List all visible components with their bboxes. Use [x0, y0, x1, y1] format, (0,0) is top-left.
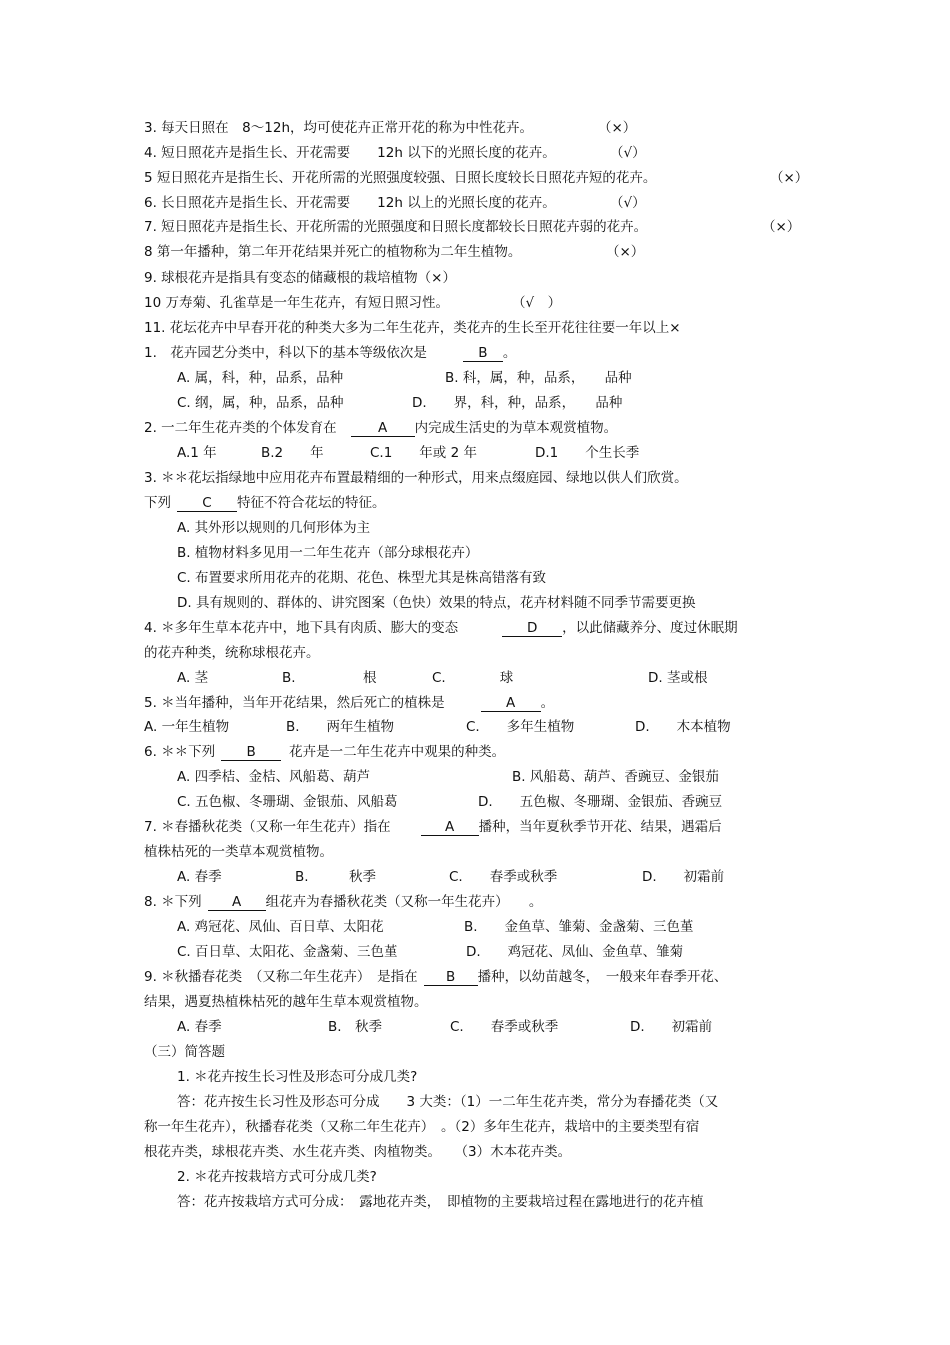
option-a: A. 春季 [177, 869, 222, 885]
question-text-end: 花卉是一二年生花卉中观果的种类。 [289, 744, 506, 760]
option-a: A. 其外形以规则的几何形体为主 [177, 520, 371, 536]
option-d: D. 初霜前 [642, 869, 725, 885]
answer-blank: A [351, 420, 415, 437]
statement-text: 7. 短日照花卉是指生长、开花所需的光照强度和日照长度都较长日照花卉弱的花卉。 [144, 219, 648, 235]
statement-text: 10 万寿菊、孔雀草是一年生花卉，有短日照习性。 [144, 295, 449, 311]
option-c: C. 春季或秋季 [450, 1019, 559, 1035]
choice-q1 [144, 344, 516, 362]
answer-mark: （×） [770, 170, 809, 186]
answer-line: 根花卉类，球根花卉类、水生花卉类、肉植物类。 （3）木本花卉类。 [144, 1144, 572, 1160]
judgement-11 [144, 319, 681, 337]
choice-q7-text-2: 植株枯死的一类草本观赏植物。 [144, 844, 333, 860]
question-text: 8. ＊下列 [144, 894, 202, 910]
question-text: 5. ＊当年播种，当年开花结果，然后死亡的植株是 [144, 695, 445, 711]
answer-mark: （√ ） [512, 295, 562, 311]
answer-blank: B [424, 969, 478, 986]
judgement-6 [144, 194, 646, 212]
judgement-7 [144, 218, 801, 236]
answer-line: 答：花卉按栽培方式可分成： 露地花卉类， 即植物的主要栽培过程在露地进行的花卉植 [177, 1194, 704, 1210]
answer-blank: B [221, 744, 281, 761]
choice-q8 [144, 893, 542, 911]
question-text-end: 组花卉为春播秋花类（又称一年生花卉） 。 [265, 894, 543, 910]
choice-q5 [144, 694, 554, 712]
answer-line: 答：花卉按生长习性及形态可分成 3 大类：（1）一二年生花卉类，常分为春播花类（又 [177, 1094, 719, 1110]
judgement-4 [144, 144, 646, 162]
judgement-8 [144, 243, 645, 261]
option-d: D. 初霜前 [630, 1019, 713, 1035]
judgement-5 [144, 169, 809, 187]
question-text-end: 播种，以幼苗越冬， 一般来年春季开花、 [477, 969, 728, 985]
question-text: 6. ＊＊下列 [144, 744, 216, 760]
option-c: C.1 年或 2 年 [370, 445, 477, 461]
option-a: A. 四季桔、金桔、风船葛、葫芦 [177, 769, 371, 785]
option-a: A. 鸡冠花、凤仙、百日草、太阳花 [177, 919, 384, 935]
question-text: 9. ＊秋播春花类 （又称二年生花卉） 是指在 [144, 969, 418, 985]
option-b: B. 根 [282, 670, 377, 686]
option-d: D. 鸡冠花、凤仙、金鱼草、雏菊 [466, 944, 684, 960]
statement-text: 9. 球根花卉是指具有变态的储藏根的栽培植物（×） [144, 270, 456, 286]
option-b: B. 秋季 [295, 869, 377, 885]
question-text-end: 。 [540, 695, 555, 711]
statement-text: 4. 短日照花卉是指生长、开花需要 12h 以下的光照长度的花卉。 [144, 145, 556, 161]
option-a: A. 属，科，种，品系，品种 [177, 370, 344, 386]
option-d: D. 木本植物 [635, 719, 731, 735]
option-b: B. 两年生植物 [286, 719, 395, 735]
question-text-end: 播种，当年夏秋季节开花、结果，遇霜后 [478, 819, 722, 835]
option-b: B.2 年 [261, 445, 324, 461]
option-d: D. 五色椒、冬珊瑚、金银茄、香豌豆 [478, 794, 723, 810]
option-a: A. 一年生植物 [144, 719, 230, 735]
question-text-end: 内完成生活史的为草本观赏植物。 [414, 420, 618, 436]
judgement-10 [144, 294, 562, 312]
option-c: C. 春季或秋季 [449, 869, 558, 885]
statement-text: 5 短日照花卉是指生长、开花所需的光照强度较强、日照长度较长日照花卉短的花卉。 [144, 170, 657, 186]
option-a: A.1 年 [177, 445, 217, 461]
option-d: D.1 个生长季 [535, 445, 640, 461]
question-text-end: ，以此储藏养分、度过休眠期 [562, 620, 738, 636]
judgement-9 [144, 269, 456, 287]
answer-mark: （√） [610, 145, 646, 161]
option-b: B. 科，属，种，品系， 品种 [445, 370, 632, 386]
answer-blank: A [208, 894, 266, 911]
answer-blank: A [421, 819, 479, 836]
answer-mark: （×） [598, 120, 637, 136]
answer-mark: （√） [610, 195, 646, 211]
option-c: C. 布置要求所用花卉的花期、花色、株型尤其是株高错落有致 [177, 570, 547, 586]
answer-mark: （×） [606, 244, 645, 260]
answer-blank: B [463, 345, 503, 362]
answer-blank: C [177, 495, 237, 512]
option-c: C. 多年生植物 [466, 719, 575, 735]
option-b: B. 秋季 [328, 1019, 383, 1035]
option-b: B. 金鱼草、雏菊、金盏菊、三色堇 [464, 919, 694, 935]
option-b: B. 风船葛、葫芦、香豌豆、金银茄 [512, 769, 719, 785]
choice-q7 [144, 818, 722, 836]
short-question-2: 2. ＊花卉按栽培方式可分成几类? [177, 1169, 377, 1185]
statement-text: 3. 每天日照在 8～12h，均可使花卉正常开花的称为中性花卉。 [144, 120, 533, 136]
choice-q9-text-2: 结果，遇夏热植株枯死的越年生草本观赏植物。 [144, 994, 428, 1010]
option-b: B. 植物材料多见用一二年生花卉（部分球根花卉） [177, 545, 479, 561]
answer-mark: （×） [762, 219, 801, 235]
question-text: 2. 一二年生花卉类的个体发育在 [144, 420, 337, 436]
judgement-3 [144, 119, 637, 137]
option-d: D. 具有规则的、群体的、讲究图案（色快）效果的特点，花卉材料随不同季节需要更换 [177, 595, 696, 611]
question-text: 下列 [144, 495, 171, 511]
question-text-end: 特征不符合花坛的特征。 [237, 495, 386, 511]
question-text: 1. 花卉园艺分类中，科以下的基本等级依次是 [144, 345, 427, 361]
question-text: 7. ＊春播秋花类（又称一年生花卉）指在 [144, 819, 391, 835]
answer-blank: A [481, 695, 541, 712]
section-heading: （三）简答题 [144, 1044, 225, 1060]
option-c: C. 球 [432, 670, 514, 686]
option-c: C. 百日草、太阳花、金盏菊、三色堇 [177, 944, 398, 960]
choice-q4-text-2: 的花卉种类，统称球根花卉。 [144, 645, 320, 661]
question-text-end: 。 [502, 345, 517, 361]
option-d: D. 茎或根 [648, 670, 708, 686]
choice-q3-text: 3. ＊＊花坛指绿地中应用花卉布置最精细的一种形式，用来点缀庭园、绿地以供人们欣赏。 [144, 470, 688, 486]
choice-q2 [144, 419, 617, 437]
short-question-1: 1. ＊花卉按生长习性及形态可分成几类? [177, 1069, 418, 1085]
choice-q6 [144, 743, 505, 761]
option-c: C. 五色椒、冬珊瑚、金银茄、风船葛 [177, 794, 398, 810]
statement-text: 11. 花坛花卉中早春开花的种类大多为二年生花卉，类花卉的生长至开花往往要一年以上× [144, 320, 681, 336]
statement-text: 8 第一年播种，第二年开花结果并死亡的植物称为二年生植物。 [144, 244, 522, 260]
choice-q4 [144, 619, 738, 637]
statement-text: 6. 长日照花卉是指生长、开花需要 12h 以上的光照长度的花卉。 [144, 195, 556, 211]
option-d: D. 界，科，种，品系， 品种 [412, 395, 623, 411]
option-c: C. 纲，属，种，品系，品种 [177, 395, 344, 411]
answer-blank: D [502, 620, 562, 637]
option-a: A. 春季 [177, 1019, 222, 1035]
choice-q3 [144, 494, 386, 512]
question-text: 4. ＊多年生草本花卉中，地下具有肉质、膨大的变态 [144, 620, 459, 636]
option-a: A. 茎 [177, 670, 209, 686]
choice-q9 [144, 968, 727, 986]
answer-line: 称一年生花卉），秋播春花类（又称二年生花卉） 。（2）多年生花卉，栽培中的主要类型有宿 [144, 1119, 700, 1135]
